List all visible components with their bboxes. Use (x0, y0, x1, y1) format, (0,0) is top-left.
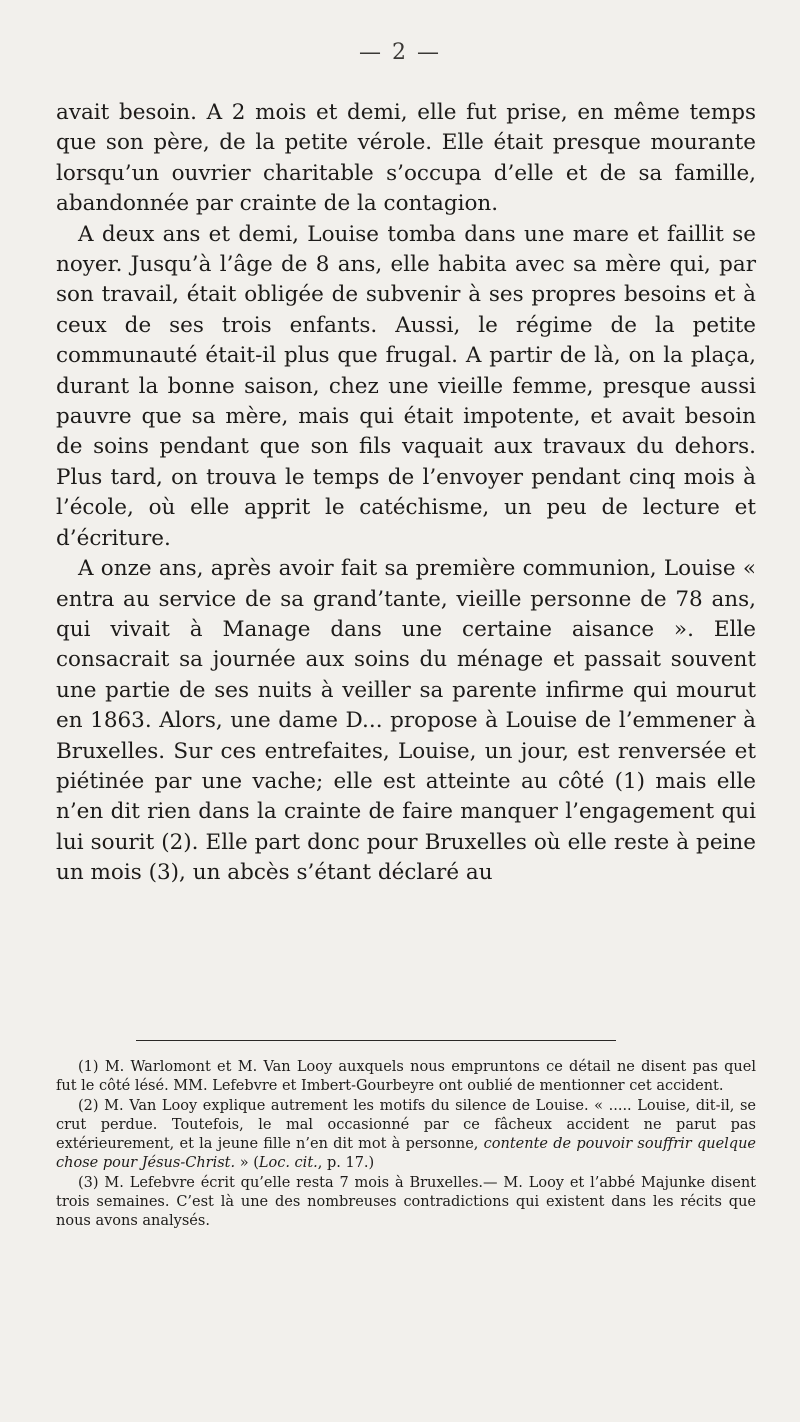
footnote-2 (56, 1097, 756, 1174)
main-text (56, 98, 756, 889)
paragraph: A deux ans et demi, Louise tomba dans une mare et faillit se noyer. Jusqu’à l’âge de 8 ans, elle habita avec sa mère qui, par son travail, était obligée de subvenir à ses propres besoins et à ceux de ses trois enfants. Aussi, le régime de la petite communauté était-il plus que frugal. A partir de là, on la plaça, durant la bonne saison, chez une vieille femme, presque aussi pauvre que sa mère, mais qui était impotente, et avait besoin de soins pendant que son fils vaquait aux travaux du dehors. Plus tard, on trouva le temps de l’envoyer pendant cinq mois à l’école, où elle apprit le catéchisme, un peu de lecture et d’écriture. (56, 221, 756, 551)
footnote-2-close: » ( (235, 1155, 259, 1172)
footnotes (56, 1058, 756, 1232)
footnote-3: (3) M. Lefebvre écrit qu’elle resta 7 mois à Bruxelles.— M. Looy et l’abbé Majunke disent trois semaines. C’est là une des nombreuses contradictions qui existent dans les récits que nous avons analysés. (56, 1174, 756, 1230)
footnote-1: (1) M. Warlomont et M. Van Looy auxquels nous empruntons ce détail ne disent pas quel fut le côté lésé. MM. Lefebvre et Imbert-Gourbeyre ont oublié de mentionner cet accident. (56, 1059, 756, 1095)
footnote-2-ref-page: , p. 17.) (317, 1155, 375, 1172)
footnote-2-ref-loc: Loc. cit. (258, 1155, 318, 1172)
footnote-separator (136, 1040, 616, 1041)
paragraph: avait besoin. A 2 mois et demi, elle fut prise, en même temps que son père, de la petite vérole. Elle était presque mourante lorsqu’un ouvrier charitable s’occupa d’elle et de sa famille, abandonnée par crainte de la contagion. (56, 100, 756, 217)
page-number: — 2 — (359, 40, 441, 65)
paragraph: A onze ans, après avoir fait sa première communion, Louise « entra au service de sa grand’tante, vieille personne de 78 ans, qui vivait à Manage dans une certaine aisance ». Elle consacrait sa journée aux soins du ménage et passait souvent une partie de ses nuits à veiller sa parente infirme qui mourut en 1863. Alors, une dame D... propose à Louise de l’emmener à Bruxelles. Sur ces entrefaites, Louise, un jour, est renversée et piétinée par une vache; elle est atteinte au côté (1) mais elle n’en dit rien dans la crainte de faire manquer l’engagement qui lui sourit (2). Elle part donc pour Bruxelles où elle reste à peine un mois (3), un abcès s’étant déclaré au (56, 556, 756, 886)
footnote-2-text: (2) M. Van Looy explique autrement les motifs du silence de Louise. « ..... Louise, dit-il, se crut perdue. Toutefois, le mal occasionné par ce fâcheux accident ne parut pas extérieurement, et la jeune fille n’en dit mot à personne, (56, 1097, 756, 1153)
footnote-2-quote: contente de pouvoir souffrir quelque chose pour Jésus-Christ. (56, 1136, 756, 1172)
